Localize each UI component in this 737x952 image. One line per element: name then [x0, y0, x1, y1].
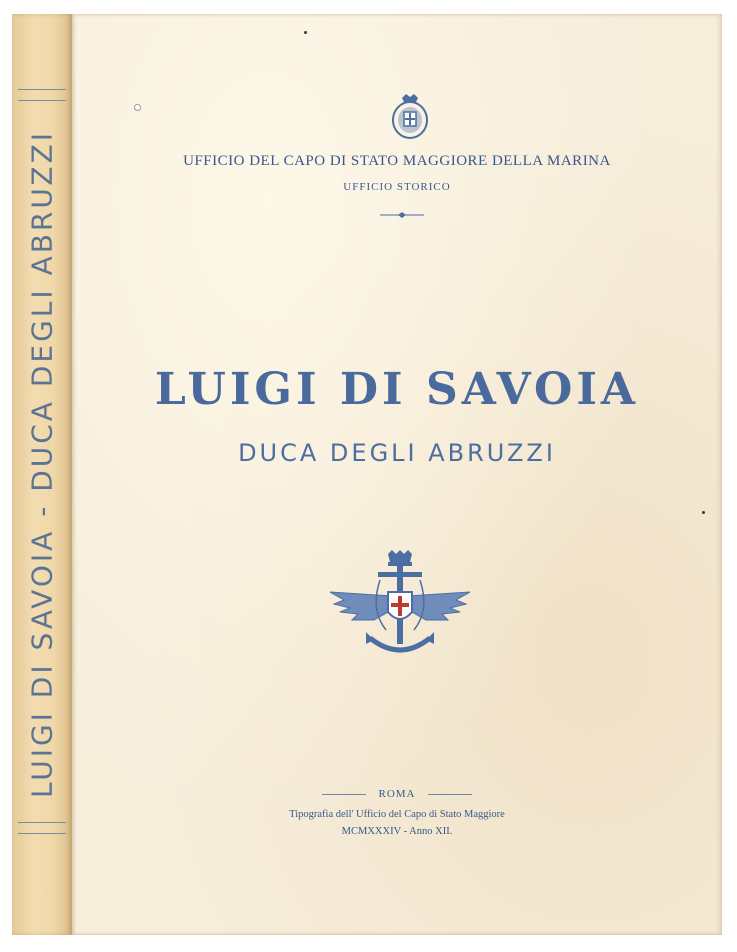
imprint-place: ROMA	[378, 788, 416, 800]
imprint-rule-right	[428, 794, 472, 795]
imprint-rule-left	[322, 794, 366, 795]
paper-speck	[304, 31, 307, 34]
front-cover	[72, 14, 722, 935]
savoy-crest-icon	[390, 92, 430, 140]
paper-speck	[702, 511, 705, 514]
book	[12, 14, 722, 935]
crowned-anchor-eagle-icon	[330, 550, 470, 662]
spine-rule-top	[18, 89, 66, 101]
issuing-office: UFFICIO DEL CAPO DI STATO MAGGIORE DELLA MARINA	[183, 153, 611, 169]
imprint-place-row	[72, 788, 722, 800]
spine-rule-bottom	[18, 822, 66, 834]
divider-ornament-icon	[380, 211, 424, 219]
book-subtitle: DUCA DEGLI ABRUZZI	[238, 439, 556, 467]
spine-title: LUIGI DI SAVOIA - DUCA DEGLI ABRUZZI	[25, 129, 59, 799]
imprint-date: MCMXXXIV - Anno XII.	[341, 826, 453, 837]
book-spine	[12, 14, 72, 935]
issuing-department: UFFICIO STORICO	[343, 181, 451, 193]
book-title: LUIGI DI SAVOIA	[154, 364, 640, 415]
paper-spot	[134, 104, 141, 111]
imprint-printer: Tipografia dell' Ufficio del Capo di Stato Maggiore	[289, 809, 505, 820]
